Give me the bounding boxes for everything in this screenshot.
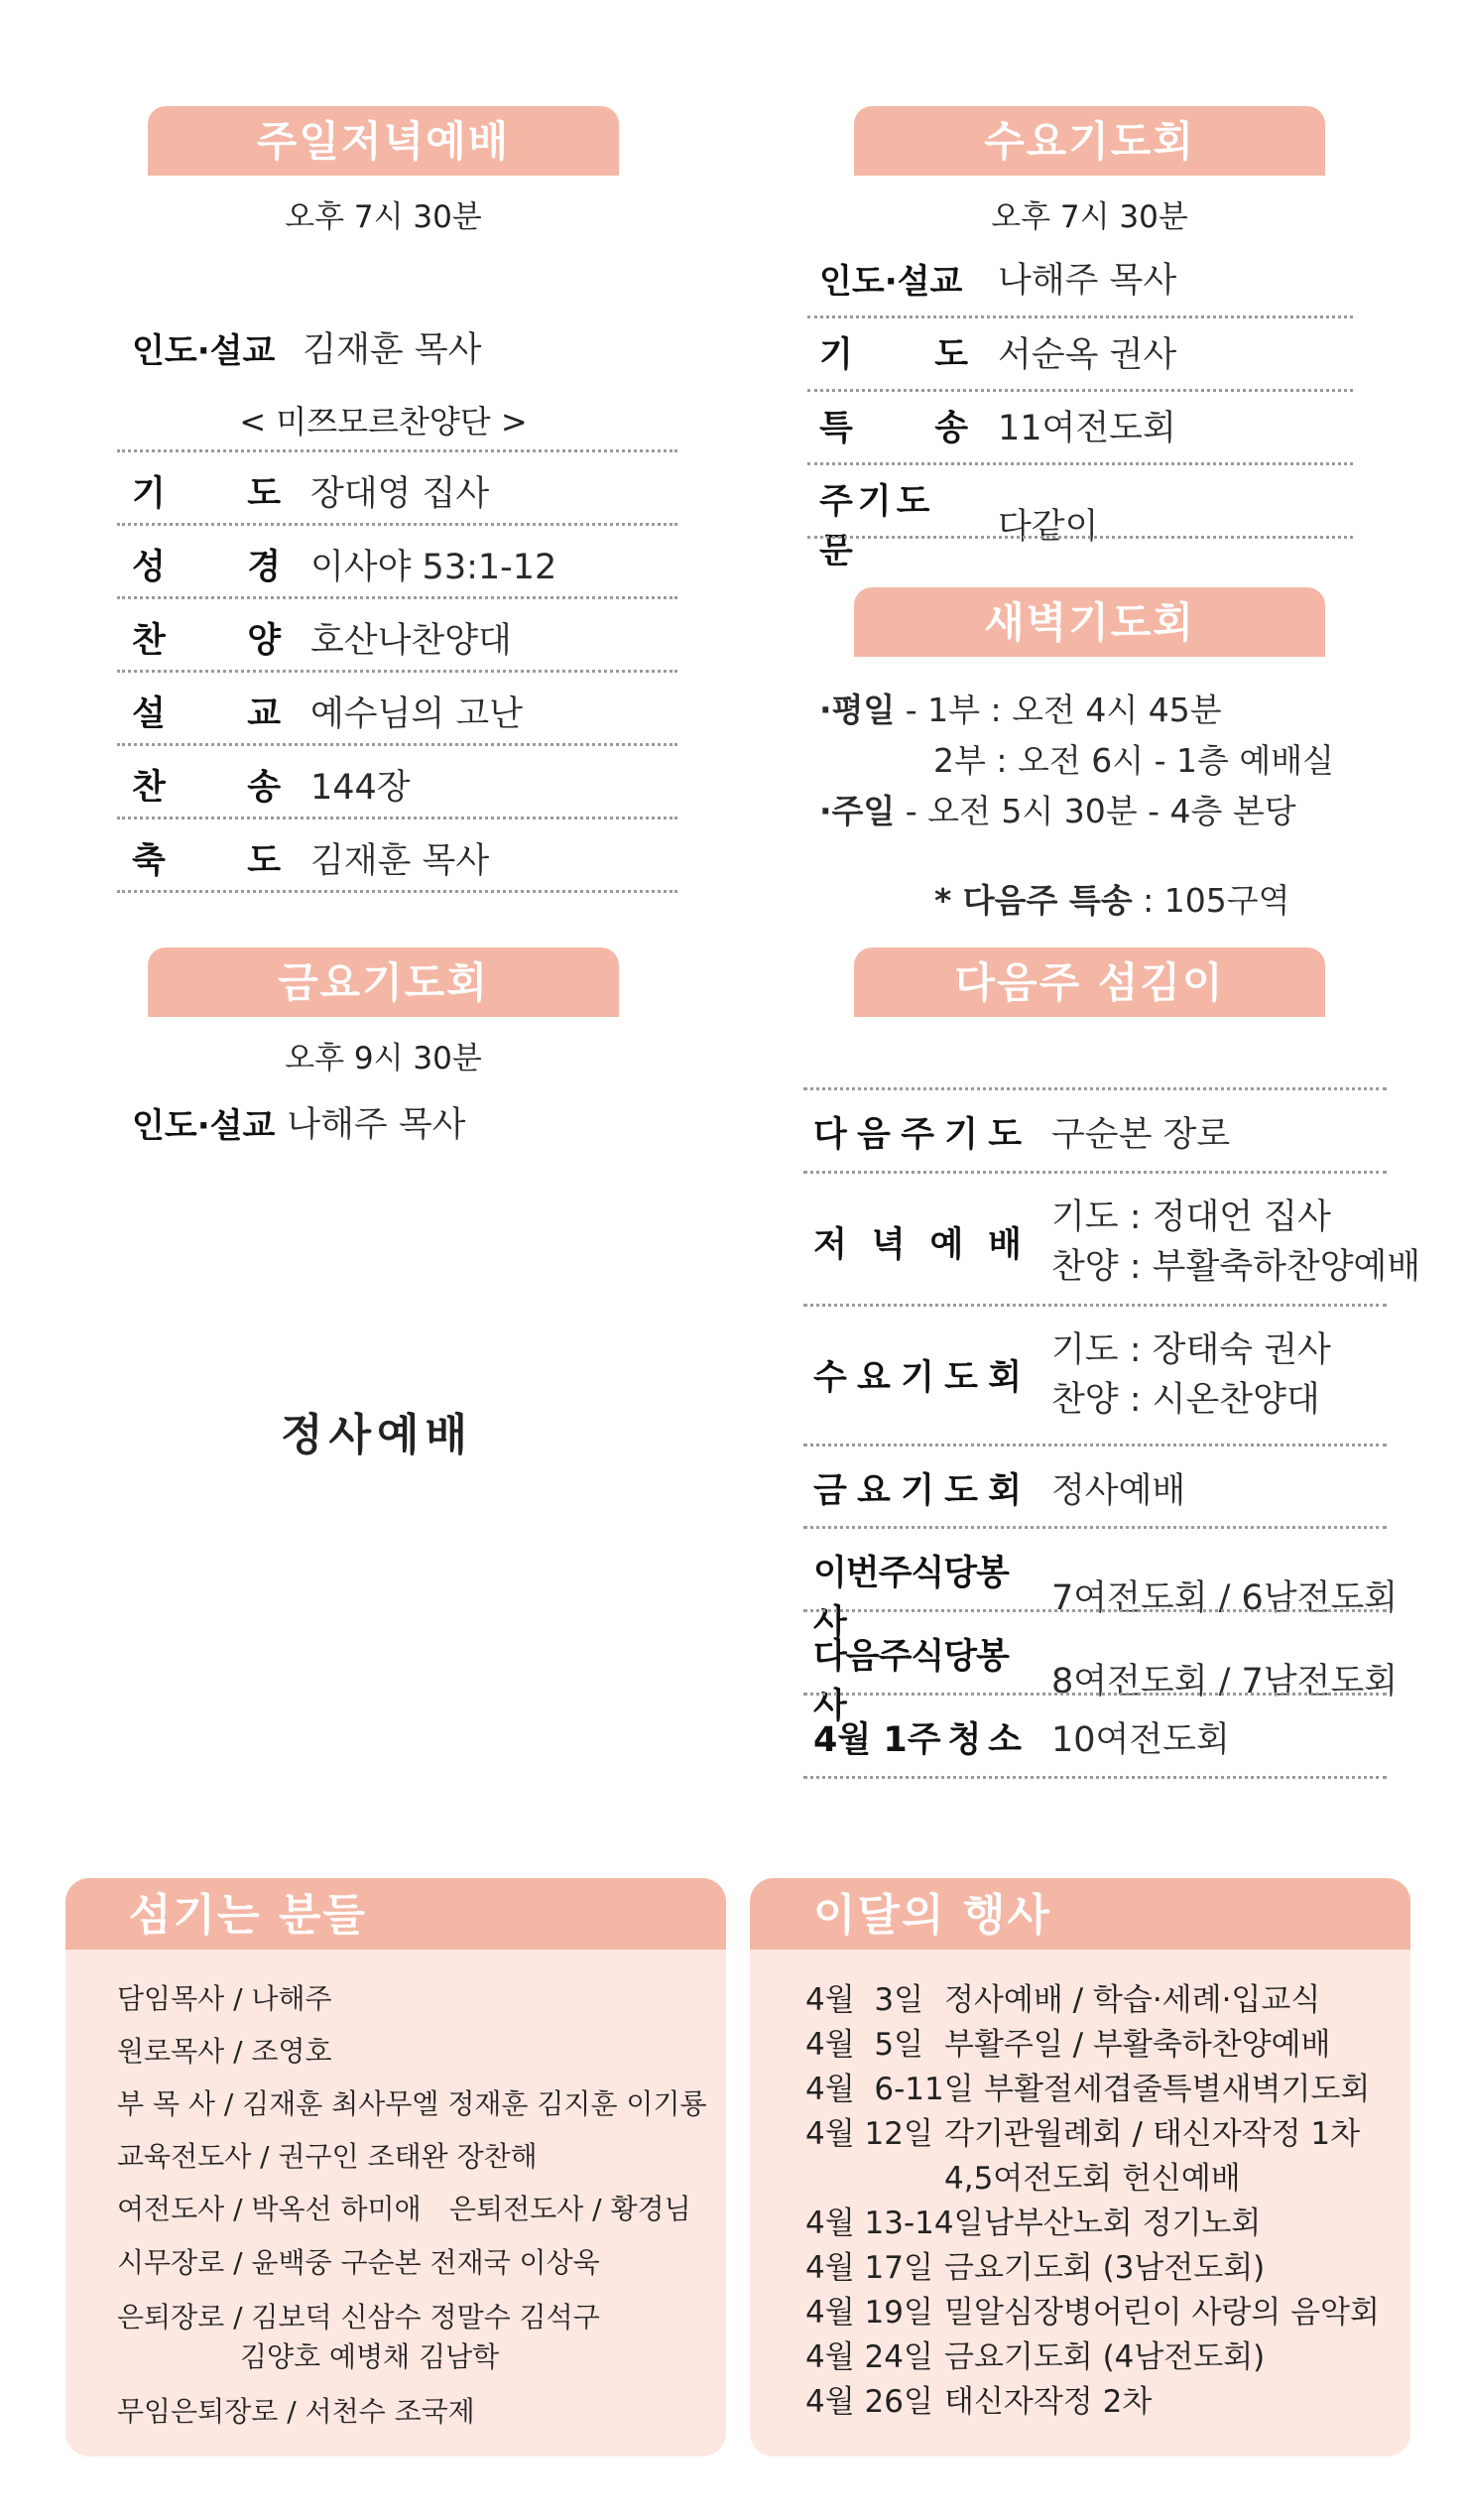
- sunday-row-value: 144장: [310, 768, 411, 808]
- wednesday-row: 주기도문 다같이: [819, 482, 1099, 571]
- divider: [803, 1693, 1387, 1696]
- wednesday-prayer-time: 오후 7시 30분: [991, 199, 1188, 235]
- next-special-song: * 다음주 특송 : 105구역: [934, 881, 1290, 920]
- next-week-value: 10여전도회: [1051, 1720, 1230, 1760]
- servant-line: 무임은퇴장로 / 서천수 조국제: [117, 2395, 475, 2428]
- event-item: 4월 17일 금요기도회 (3남전도회): [805, 2250, 1266, 2286]
- wednesday-row-value: 11여전도회: [998, 409, 1176, 448]
- next-week-value: 찬양 : 시온찬양대: [1051, 1380, 1320, 1420]
- divider: [117, 743, 677, 746]
- divider: [117, 890, 677, 893]
- wednesday-row-value: 서순옥 권사: [998, 335, 1177, 375]
- next-week-row: 이번주식당봉사 7여전도회 / 6남전도회: [813, 1554, 1399, 1643]
- dawn-sunday-line: ·주일 - 오전 5시 30분 - 4층 본당: [819, 792, 1296, 830]
- sunday-row: 축 도 김재훈 목사: [132, 833, 489, 883]
- wednesday-row: 특 송 11여전도회: [819, 401, 1176, 450]
- sunday-row: 찬 송 144장: [132, 760, 411, 810]
- sunday-row-value: 호산나찬양대: [310, 621, 512, 661]
- leader-label: 인도·설교: [132, 1105, 276, 1146]
- dawn-prayer-header: 새벽기도회: [854, 587, 1325, 657]
- sunday-row-value: 예수님의 고난: [310, 694, 523, 734]
- divider: [117, 449, 677, 452]
- servant-line: 원로목사 / 조영호: [117, 2035, 332, 2068]
- divider: [807, 315, 1353, 318]
- friday-prayer-time: 오후 9시 30분: [285, 1041, 482, 1076]
- servant-line: 은퇴전도사 / 황경님: [449, 2193, 691, 2225]
- choir-note: < 미쯔모르찬양단 >: [239, 403, 528, 441]
- divider: [117, 817, 677, 819]
- wednesday-row: 기 도 서순옥 권사: [819, 327, 1176, 377]
- servant-line: 김양호 예병채 김남학: [240, 2340, 500, 2373]
- leader-label: 인도·설교: [132, 330, 276, 371]
- event-item: 4,5여전도회 헌신예배: [944, 2161, 1241, 2197]
- event-item: 4월 26일 태신자작정 2차: [805, 2384, 1153, 2420]
- divider: [803, 1171, 1387, 1174]
- sunday-evening-leader-row: [132, 322, 481, 372]
- servant-line: 교육전도사 / 권구인 조태완 장찬해: [117, 2140, 538, 2173]
- event-item: 4월 3일 정사예배 / 학습·세례·입교식: [805, 1982, 1321, 2018]
- next-week-row: 수 요 기 도 회 기도 : 장태숙 권사 찬양 : 시온찬양대: [813, 1321, 1331, 1430]
- events-header: 이달의 행사: [750, 1878, 1410, 1950]
- servant-line: 여전도사 / 박옥선 하미애: [117, 2193, 422, 2225]
- next-week-value: 정사예배: [1051, 1471, 1186, 1511]
- next-week-value: 기도 : 정대언 집사: [1051, 1197, 1331, 1237]
- divider: [803, 1087, 1387, 1090]
- servants-header: 섬기는 분들: [65, 1878, 726, 1950]
- divider: [803, 1304, 1387, 1307]
- divider: [803, 1609, 1387, 1612]
- event-item: 4월 5일 부활주일 / 부활축하찬양예배: [805, 2027, 1331, 2063]
- divider: [117, 523, 677, 526]
- dawn-weekday-line: ·평일 - 1부 : 오전 4시 45분: [819, 691, 1222, 729]
- friday-note: 정사예배: [280, 1410, 473, 1460]
- event-item: 4월 24일 금요기도회 (4남전도회): [805, 2339, 1266, 2375]
- divider: [807, 462, 1353, 465]
- next-week-row: 4월 1주 청 소 10여전도회: [813, 1712, 1230, 1762]
- next-week-value: 8여전도회 / 7남전도회: [1051, 1662, 1399, 1701]
- next-week-value: 기도 : 장태숙 권사: [1051, 1330, 1331, 1370]
- divider: [803, 1526, 1387, 1529]
- dawn-weekday-line2: 2부 : 오전 6시 - 1층 예배실: [933, 741, 1334, 780]
- sunday-row-value: 김재훈 목사: [310, 841, 490, 881]
- sunday-evening-header: 주일저녁예배: [148, 106, 619, 176]
- divider: [803, 1776, 1387, 1779]
- divider: [807, 389, 1353, 392]
- divider: [117, 670, 677, 673]
- next-week-row: 금 요 기 도 회 정사예배: [813, 1463, 1185, 1513]
- wednesday-row: 인도·설교 나해주 목사: [819, 253, 1176, 303]
- leader-value: 나해주 목사: [287, 1105, 466, 1145]
- next-week-row: 다 음 주 기 도 구순본 장로: [813, 1107, 1230, 1157]
- sunday-row: 설 교 예수님의 고난: [132, 687, 523, 736]
- wednesday-row-value: 다같이: [998, 507, 1099, 547]
- next-week-value: 찬양 : 부활축하찬양예배: [1051, 1247, 1421, 1287]
- event-item: 4월 19일 밀알심장병어린이 사랑의 음악회: [805, 2295, 1380, 2331]
- sunday-row-value: 이사야 53:1-12: [310, 548, 557, 587]
- event-item: 4월 6-11일 부활절세겹줄특별새벽기도회: [805, 2072, 1371, 2107]
- divider: [803, 1444, 1387, 1447]
- divider: [117, 596, 677, 599]
- sunday-row: 찬 양 호산나찬양대: [132, 613, 512, 663]
- friday-prayer-header: 금요기도회: [148, 947, 619, 1017]
- sunday-row: 성 경 이사야 53:1-12: [132, 540, 556, 589]
- next-week-value: 7여전도회 / 6남전도회: [1051, 1578, 1399, 1618]
- friday-leader-row: [132, 1097, 465, 1147]
- sunday-row: 기 도 장대영 집사: [132, 466, 489, 516]
- divider: [807, 536, 1353, 539]
- sunday-row-value: 장대영 집사: [310, 474, 490, 514]
- sunday-evening-time: 오후 7시 30분: [285, 199, 482, 235]
- wednesday-prayer-header: 수요기도회: [854, 106, 1325, 176]
- next-week-value: 구순본 장로: [1051, 1115, 1231, 1155]
- wednesday-row-value: 나해주 목사: [998, 261, 1177, 301]
- next-week-row: 저 녁 예 배 기도 : 정대언 집사 찬양 : 부활축하찬양예배: [813, 1188, 1420, 1297]
- servant-line: 시무장로 / 윤백중 구순본 전재국 이상욱: [117, 2246, 600, 2279]
- event-item: 4월 12일 각기관월례회 / 태신자작정 1차: [805, 2116, 1361, 2152]
- leader-value: 김재훈 목사: [303, 330, 482, 370]
- next-week-row: 다음주식당봉사 8여전도회 / 7남전도회: [813, 1637, 1399, 1726]
- event-item: 4월 13-14일남부산노회 정기노회: [805, 2205, 1262, 2241]
- servant-line: 은퇴장로 / 김보덕 신삼수 정말수 김석구: [117, 2301, 600, 2333]
- next-week-header: 다음주 섬김이: [854, 947, 1325, 1017]
- servant-line: 담임목사 / 나해주: [117, 1982, 332, 2015]
- servant-line: 부 목 사 / 김재훈 최사무엘 정재훈 김지훈 이기룡: [117, 2087, 707, 2120]
